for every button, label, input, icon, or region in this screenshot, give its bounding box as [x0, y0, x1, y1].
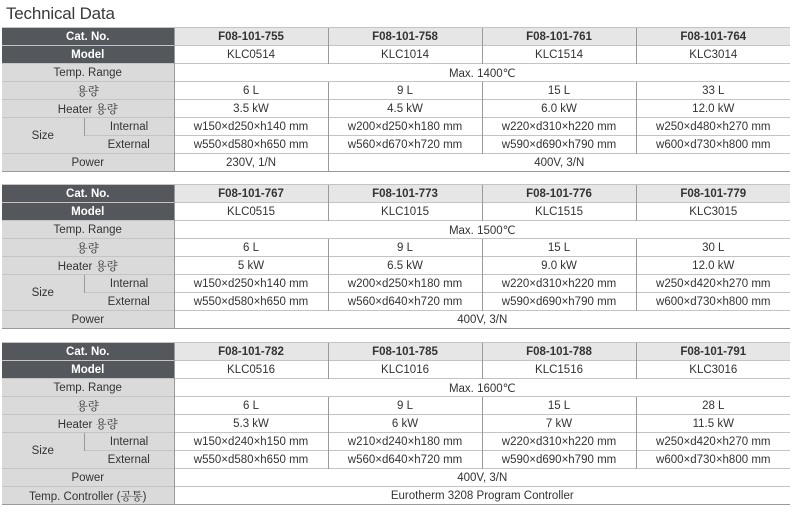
model-cell: KLC1015 [328, 203, 482, 221]
heater-cell: 4.5 kW [328, 100, 482, 118]
external-size-cell: w600×d730×h800 mm [636, 451, 790, 469]
external-size-cell: w590×d690×h790 mm [482, 451, 636, 469]
cat-no-row [2, 185, 790, 203]
heater-cell: 5 kW [174, 257, 328, 275]
capacity-row [2, 82, 790, 100]
model-cell: KLC1515 [482, 203, 636, 221]
controller-label: Temp. Controller (공통) [2, 487, 174, 505]
external-size-cell: w550×d580×h650 mm [174, 293, 328, 311]
size-label: Size [2, 433, 84, 469]
model-label: Model [2, 203, 174, 221]
model-label: Model [2, 46, 174, 64]
temp-range-row [2, 64, 790, 82]
cat-no-cell: F08-101-788 [482, 343, 636, 361]
power-value: 230V, 1/N [174, 154, 328, 172]
spec-table-1600 [2, 342, 790, 505]
heater-cell: 3.5 kW [174, 100, 328, 118]
heater-cell: 6.5 kW [328, 257, 482, 275]
capacity-row [2, 239, 790, 257]
capacity-cell: 9 L [328, 239, 482, 257]
capacity-cell: 6 L [174, 397, 328, 415]
capacity-cell: 6 L [174, 82, 328, 100]
model-row [2, 361, 790, 379]
external-size-row [2, 451, 790, 469]
internal-label: Internal [84, 275, 174, 293]
capacity-label: 용량 [2, 82, 174, 100]
controller-row [2, 487, 790, 505]
temp-range-value: Max. 1500℃ [174, 221, 790, 239]
controller-value: Eurotherm 3208 Program Controller [174, 487, 790, 505]
internal-size-row [2, 118, 790, 136]
external-size-cell: w550×d580×h650 mm [174, 136, 328, 154]
model-label: Model [2, 361, 174, 379]
spec-table-1400 [2, 27, 790, 172]
heater-label: Heater 용량 [2, 100, 174, 118]
power-value: 400V, 3/N [174, 469, 790, 487]
capacity-cell: 6 L [174, 239, 328, 257]
cat-no-cell: F08-101-764 [636, 28, 790, 46]
cat-no-cell: F08-101-791 [636, 343, 790, 361]
power-row [2, 469, 790, 487]
external-size-row [2, 293, 790, 311]
temp-range-row [2, 221, 790, 239]
model-cell: KLC0515 [174, 203, 328, 221]
cat-no-cell: F08-101-755 [174, 28, 328, 46]
heater-cell: 12.0 kW [636, 100, 790, 118]
internal-size-cell: w250×d420×h270 mm [636, 275, 790, 293]
capacity-cell: 30 L [636, 239, 790, 257]
heater-cell: 9.0 kW [482, 257, 636, 275]
capacity-cell: 15 L [482, 82, 636, 100]
model-cell: KLC1016 [328, 361, 482, 379]
capacity-cell: 9 L [328, 397, 482, 415]
capacity-cell: 15 L [482, 239, 636, 257]
cat-no-row [2, 28, 790, 46]
model-cell: KLC3016 [636, 361, 790, 379]
external-label: External [84, 136, 174, 154]
capacity-cell: 9 L [328, 82, 482, 100]
capacity-cell: 15 L [482, 397, 636, 415]
temp-range-label: Temp. Range [2, 64, 174, 82]
capacity-cell: 28 L [636, 397, 790, 415]
cat-no-label: Cat. No. [2, 343, 174, 361]
capacity-label: 용량 [2, 239, 174, 257]
external-label: External [84, 293, 174, 311]
cat-no-cell: F08-101-773 [328, 185, 482, 203]
heater-row [2, 257, 790, 275]
cat-no-cell: F08-101-785 [328, 343, 482, 361]
capacity-cell: 33 L [636, 82, 790, 100]
internal-size-cell: w200×d250×h180 mm [328, 118, 482, 136]
size-label: Size [2, 118, 84, 154]
cat-no-cell: F08-101-782 [174, 343, 328, 361]
cat-no-label: Cat. No. [2, 28, 174, 46]
external-size-cell: w550×d580×h650 mm [174, 451, 328, 469]
heater-label: Heater 용량 [2, 415, 174, 433]
size-label: Size [2, 275, 84, 311]
cat-no-cell: F08-101-758 [328, 28, 482, 46]
power-label: Power [2, 154, 174, 172]
internal-size-row [2, 275, 790, 293]
heater-cell: 7 kW [482, 415, 636, 433]
internal-size-cell: w250×d480×h270 mm [636, 118, 790, 136]
internal-size-cell: w150×d250×h140 mm [174, 275, 328, 293]
power-value: 400V, 3/N [328, 154, 790, 172]
power-label: Power [2, 311, 174, 329]
external-size-cell: w560×d670×h720 mm [328, 136, 482, 154]
heater-row [2, 100, 790, 118]
model-cell: KLC1516 [482, 361, 636, 379]
internal-size-cell: w250×d420×h270 mm [636, 433, 790, 451]
cat-no-cell: F08-101-779 [636, 185, 790, 203]
temp-range-value: Max. 1400℃ [174, 64, 790, 82]
cat-no-label: Cat. No. [2, 185, 174, 203]
capacity-row [2, 397, 790, 415]
internal-label: Internal [84, 433, 174, 451]
model-cell: KLC1514 [482, 46, 636, 64]
internal-size-cell: w220×d310×h220 mm [482, 275, 636, 293]
internal-size-cell: w200×d250×h180 mm [328, 275, 482, 293]
page-title: Technical Data [6, 4, 115, 23]
external-size-row [2, 136, 790, 154]
heater-cell: 6 kW [328, 415, 482, 433]
power-value: 400V, 3/N [174, 311, 790, 329]
cat-no-cell: F08-101-776 [482, 185, 636, 203]
power-label: Power [2, 469, 174, 487]
external-size-cell: w560×d640×h720 mm [328, 293, 482, 311]
heater-label: Heater 용량 [2, 257, 174, 275]
internal-size-cell: w150×d240×h150 mm [174, 433, 328, 451]
temp-range-label: Temp. Range [2, 221, 174, 239]
external-size-cell: w560×d640×h720 mm [328, 451, 482, 469]
power-row [2, 154, 790, 172]
model-cell: KLC0516 [174, 361, 328, 379]
model-cell: KLC3014 [636, 46, 790, 64]
model-cell: KLC1014 [328, 46, 482, 64]
heater-cell: 5.3 kW [174, 415, 328, 433]
model-row [2, 46, 790, 64]
temp-range-row [2, 379, 790, 397]
external-size-cell: w600×d730×h800 mm [636, 136, 790, 154]
heater-row [2, 415, 790, 433]
internal-size-cell: w150×d250×h140 mm [174, 118, 328, 136]
model-cell: KLC0514 [174, 46, 328, 64]
model-row [2, 203, 790, 221]
external-size-cell: w600×d730×h800 mm [636, 293, 790, 311]
external-size-cell: w590×d690×h790 mm [482, 136, 636, 154]
capacity-label: 용량 [2, 397, 174, 415]
cat-no-row [2, 343, 790, 361]
heater-cell: 6.0 kW [482, 100, 636, 118]
heater-cell: 12.0 kW [636, 257, 790, 275]
internal-size-row [2, 433, 790, 451]
temp-range-label: Temp. Range [2, 379, 174, 397]
internal-label: Internal [84, 118, 174, 136]
external-label: External [84, 451, 174, 469]
internal-size-cell: w220×d310×h220 mm [482, 433, 636, 451]
internal-size-cell: w210×d240×h180 mm [328, 433, 482, 451]
power-row [2, 311, 790, 329]
cat-no-cell: F08-101-761 [482, 28, 636, 46]
cat-no-cell: F08-101-767 [174, 185, 328, 203]
spec-table-1500 [2, 184, 790, 329]
internal-size-cell: w220×d310×h220 mm [482, 118, 636, 136]
temp-range-value: Max. 1600℃ [174, 379, 790, 397]
external-size-cell: w590×d690×h790 mm [482, 293, 636, 311]
heater-cell: 11.5 kW [636, 415, 790, 433]
model-cell: KLC3015 [636, 203, 790, 221]
